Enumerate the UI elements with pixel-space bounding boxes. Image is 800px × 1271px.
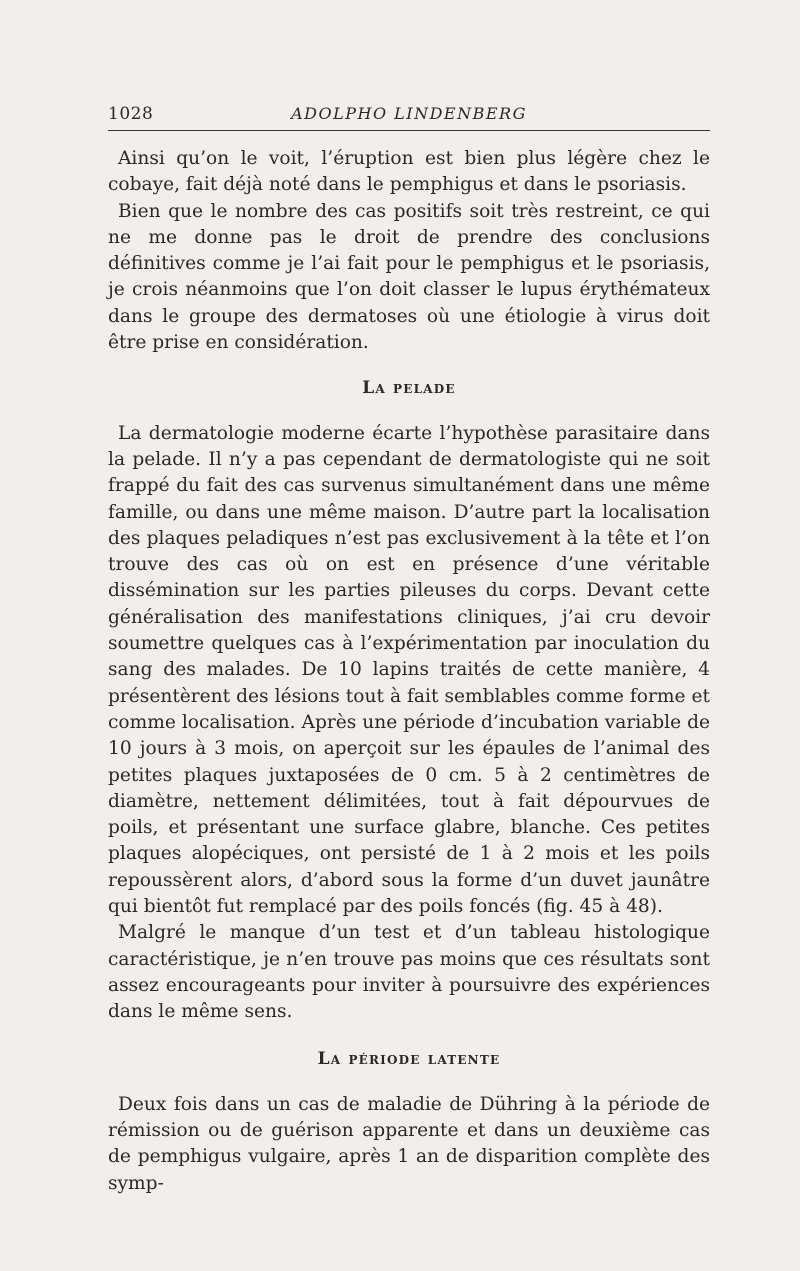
paragraph: Ainsi qu’on le voit, l’éruption est bien plus légère chez le cobaye, fait déjà noté dans le pemphigus et dans le psoriasis. [108, 148, 710, 196]
page-number: 1028 [108, 104, 154, 124]
running-head [108, 104, 710, 128]
body-text [108, 146, 710, 1197]
running-title: ADOLPHO LINDENBERG [291, 104, 527, 123]
section-heading-periode-latente: La période latente [317, 1048, 501, 1069]
section-heading-pelade: La pelade [362, 378, 456, 399]
paragraph: Bien que le nombre des cas positifs soit très restreint, ce qui ne me donne pas le droit de prendre des conclusions définitives comme je l’ai fait pour le pemphigus et le psoriasis, je crois néanmoins que l’on doit classer le lupus érythémateux dans le groupe des dermatoses où une étiologie à virus doit être prise en considération. [108, 200, 710, 354]
paragraph: Malgré le manque d’un test et d’un tableau histologique caractéristique, je n’en trouve pas moins que ces résultats sont assez encourageants pour inviter à poursuivre des expériences dans le même sens. [108, 922, 710, 1023]
header-rule [108, 130, 710, 131]
paragraph: La dermatologie moderne écarte l’hypothèse parasitaire dans la pelade. Il n’y a pas cependant de dermatologiste qui ne soit frappé du fait des cas survenus simultanément dans une même famille, ou dans une même maison. D’autre part la localisation des plaques peladiques n’est pas exclusivement à la tête et l’on trouve des cas où on est en présence d’une véritable dissémination sur les parties pileuses du corps. Devant cette généralisation des manifestations cliniques, j’ai cru devoir soumettre quelques cas à l’expérimentation par inoculation du sang des malades. De 10 lapins traités de cette manière, 4 présentèrent des lésions tout à fait semblables comme forme et comme localisation. Après une période d’incubation variable de 10 jours à 3 mois, on aperçoit sur les épaules de l’animal des petites plaques juxtaposées de 0 cm. 5 à 2 centimètres de diamètre, nettement délimitées, tout à fait dépourvues de poils, et présentant une surface glabre, blanche. Ces petites plaques alopéciques, ont persisté de 1 à 2 mois et les poils repoussèrent alors, d’abord sous la forme d’un duvet jaunâtre qui bientôt fut remplacé par des poils foncés (fig. 45 à 48). [108, 422, 710, 918]
paragraph: Deux fois dans un cas de maladie de Dühring à la période de rémission ou de guérison apparente et dans un deuxième cas de pemphigus vulgaire, après 1 an de disparition complète des symp- [108, 1093, 710, 1194]
